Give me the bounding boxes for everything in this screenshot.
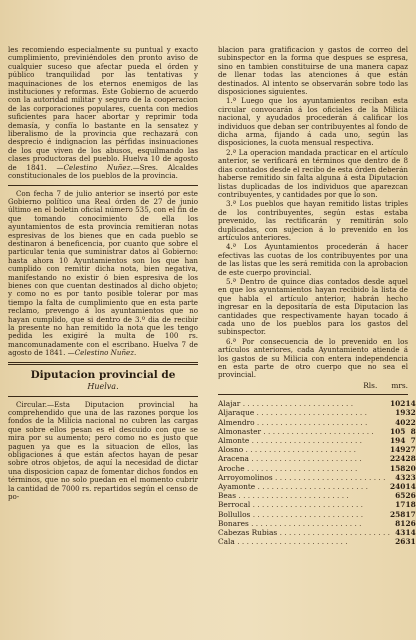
maravedis-value: 22 [405, 417, 416, 427]
reales-value: 19 [395, 408, 406, 418]
article-4: 4.ª Los Ayuntamientos procederán á hacer efectivas las cuotas de los contribuyentes por una de las listas que les será remitida con la aprobacion de este cuerpo provincial. [218, 242, 408, 277]
town-name: Beas . . . [218, 491, 390, 500]
article-3: 3.ª Los pueblos que hayan remitido listas triples de los contribuyentes, según estas estaba prevenido, las rectificarán y remitirán solo duplicadas, con sujecion á lo prevenido en los artículos anteriores. [218, 199, 408, 242]
table-row [218, 408, 416, 417]
circular-continuation: blacion para gratificacion y gastos de correo del subinspector en la forma que despues se espresa, sino en tambien constituirse de una manera capaz de llenar todas las atenciones á que están destinados. Al intento se observarán sobre todo las disposiciones siguientes. [218, 45, 408, 97]
reales-value: 240 [390, 482, 406, 492]
town-name: Cala . . . [218, 537, 390, 546]
divider [218, 394, 408, 395]
maravedis-value: 7 [410, 436, 416, 446]
circular-paragraph-2: Con fecha 7 de julio anterior se insertó por este Gobierno político una Real órden de 27 de junio último en el boletin oficial número 535, con el fin de que tomando conocimiento de ella los ayuntamientos de esta provincia remitieran notas espresivas de los bienes que en cada pueblo se destinaron á beneficencia, por cuanto que sobre el particular tenia que suministrar datos al Gobierno: hasta ahora 10 Ayuntamientos son los que han cumplido con remitir dicha nota, bien negativa, manifestando no existir ó bien espresiva de los bienes con que cuentan destinados al dicho objeto; y como no es por tanto posible tolerar por mas tiempo la falta de cumplimiento que en esta parte reclamo, prevengo á los ayuntamientos que no hayan cumplido, que si dentro de 3.º dia de recibir la presente no han remitido la nota que les tengo pedida les exigiré la multa de 100 rs. mancomunadamente con el escribano. Huelva 7 de agosto de 1841. —Celestino Nuñez. [8, 188, 198, 358]
reales-value: 26 [395, 537, 406, 547]
table-row [218, 537, 416, 546]
circular-paragraph-3: Circular.—Esta Diputacion provincial ha comprehendido que una de las razones porque los fondos de la Milicia nacional no cubren las cargas que sobre ellos pesan es el descuido con que se mira por su aumento; pero como no es justo que paguen ya que es la situacion de ellos, las obligaciones á que están afectos hayan de pesar sobre otros objetos, de aquí la necesidad de dictar una disposicion capaz de fomentar dichos fondos en términos, que no solo puedan en el momento cubrir la cantidad de 7000 rs. repartidos según el censo de po- [8, 399, 198, 502]
article-6: 6.ª Por consecuencia de lo prevenido en los artículos anteriores, cada Ayuntamiento atiende á los gastos de su Milicia con entera independencia en esta parte de otro cuerpo que no sea el provincial. [218, 336, 408, 380]
table-row [218, 399, 416, 408]
table-row [218, 500, 416, 509]
table-row [218, 427, 416, 436]
maravedis-value: 26 [405, 491, 416, 501]
maravedis-value: 27 [405, 445, 416, 455]
town-name: Aracena . . . [218, 454, 390, 463]
signature: —Celestino Nuñez. [67, 348, 137, 358]
left-column [8, 46, 198, 503]
divider [8, 396, 198, 397]
section-heading: Diputacion provincial de [30, 368, 176, 381]
reales-value: 43 [395, 528, 406, 538]
reales-value: 43 [395, 472, 406, 482]
reales-value: 194 [390, 436, 406, 446]
maravedis-value: 31 [405, 537, 416, 547]
table-row [218, 436, 416, 445]
reales-value: 102 [390, 399, 406, 409]
reales-value: 105 [390, 426, 406, 436]
reales-value: 65 [395, 491, 406, 501]
right-column [218, 45, 416, 547]
maravedis-value: 32 [405, 408, 416, 418]
town-name: Alosno . . . [218, 445, 390, 454]
town-name: Almonaster . . . [218, 427, 390, 436]
reales-value: 81 [395, 518, 406, 528]
article-2: 2.ª La operacion mandada practicar en el artículo anterior, se verificará en términos que dentro de 8 dias contados desde el recibo de esta órden deberán haberse remitido sin falta alguna á esta Diputacion listas duplicadas de los individuos que aparezcan contribuyentes, y cantidades por que lo son. [218, 147, 408, 199]
maravedis-value: 23 [405, 472, 416, 482]
table-row [218, 445, 416, 454]
table-row [218, 528, 416, 537]
town-quota-table [218, 399, 416, 546]
town-name: Almendro . . . [218, 418, 390, 427]
table-row [218, 473, 416, 482]
maravedis-value: 20 [405, 463, 416, 473]
town-name: Almonte . . . [218, 436, 390, 445]
maravedis-value: 8 [410, 426, 416, 436]
town-name: Arroyomolinos . . . [218, 473, 390, 482]
table-row [218, 519, 416, 528]
money-column-header [218, 382, 408, 390]
maravedis-value: 26 [405, 518, 416, 528]
town-name: Alajar . . . [218, 399, 390, 408]
town-name: Aljaraque . . . [218, 408, 390, 417]
maravedis-value: 14 [405, 528, 416, 538]
town-name: Cabezas Rubias . . . [218, 528, 390, 537]
reales-value: 149 [390, 445, 406, 455]
table-row [218, 454, 416, 463]
maravedis-value: 17 [405, 509, 416, 519]
circular-paragraph-1: les recomiendo especialmente su puntual y exacto cumplimiento, previniéndoles den pronto aviso de cualquier suceso que afectar pueda el órden y público tranquilidad por las tentativas y maquinaciones de los eternos enemigos de las instituciones y reformas. Este Gobierno de acuerdo con la autoridad militar y seguro de la cooperacion de las corporaciones populares, cuenta con medios suficientes para hacer abortar y reprimir toda demasía, y confía lo bastante en la sensatez y liberalismo de la provincia que rechazará con desprecio é indignacion las pérfidas insinuaciones de los que viven de los abusos, esquilmando las clases productoras del pueblo. Huelva 10 de agosto de 1841. —Celestino Nuñez.—Sres. Alcaldes constitucionales de los pueblos de la provincia. [8, 45, 198, 181]
reales-value: 40 [395, 417, 406, 427]
section-subheading: Huelva. [87, 381, 119, 391]
reales-value: 158 [390, 463, 406, 473]
maravedis-value: 18 [405, 500, 416, 510]
maravedis-value: 28 [405, 454, 416, 464]
town-name: Bollullos . . . [218, 510, 390, 519]
reales-value: 17 [395, 500, 406, 510]
maravedis-label: mrs. [391, 380, 408, 390]
article-1: 1.ª Luego que los ayuntamientos reciban esta circular convocarán á los oficiales de la Milicia nacional, y ayudados procederán á calificar los individuos que deban ser contribuyentes al fondo de dicha arma, fijando á cada uno, según las disposiciones, la cuota mensual respectiva. [218, 96, 408, 148]
section-divider [8, 362, 198, 365]
divider [8, 185, 198, 186]
table-row [218, 491, 416, 500]
signature: —Celestino Nuñez. [56, 162, 133, 172]
town-name: Bonares . . . [218, 519, 390, 528]
article-5: 5.ª Dentro de quince dias contados desde aquel en que los ayuntamientos hayan recibido la lista de que habla el artículo anterior, habrán hecho ingresar en la depositaría de esta Diputacion las cantidades que respectivamente hayan tocado á cada uno de los pueblos para los gastos del subinspector. [218, 276, 408, 337]
reales-value: 224 [390, 454, 406, 464]
table-row [218, 464, 416, 473]
reales-label: Rls. [363, 380, 378, 390]
town-name: Ayamonte . . . [218, 482, 390, 491]
reales-value: 258 [390, 509, 406, 519]
maravedis-value: 14 [405, 482, 416, 492]
town-name: Berrocal . . . [218, 500, 390, 509]
table-row [218, 418, 416, 427]
table-row [218, 482, 416, 491]
table-row [218, 510, 416, 519]
town-name: Aroche . . . [218, 464, 390, 473]
maravedis-value: 14 [405, 399, 416, 409]
